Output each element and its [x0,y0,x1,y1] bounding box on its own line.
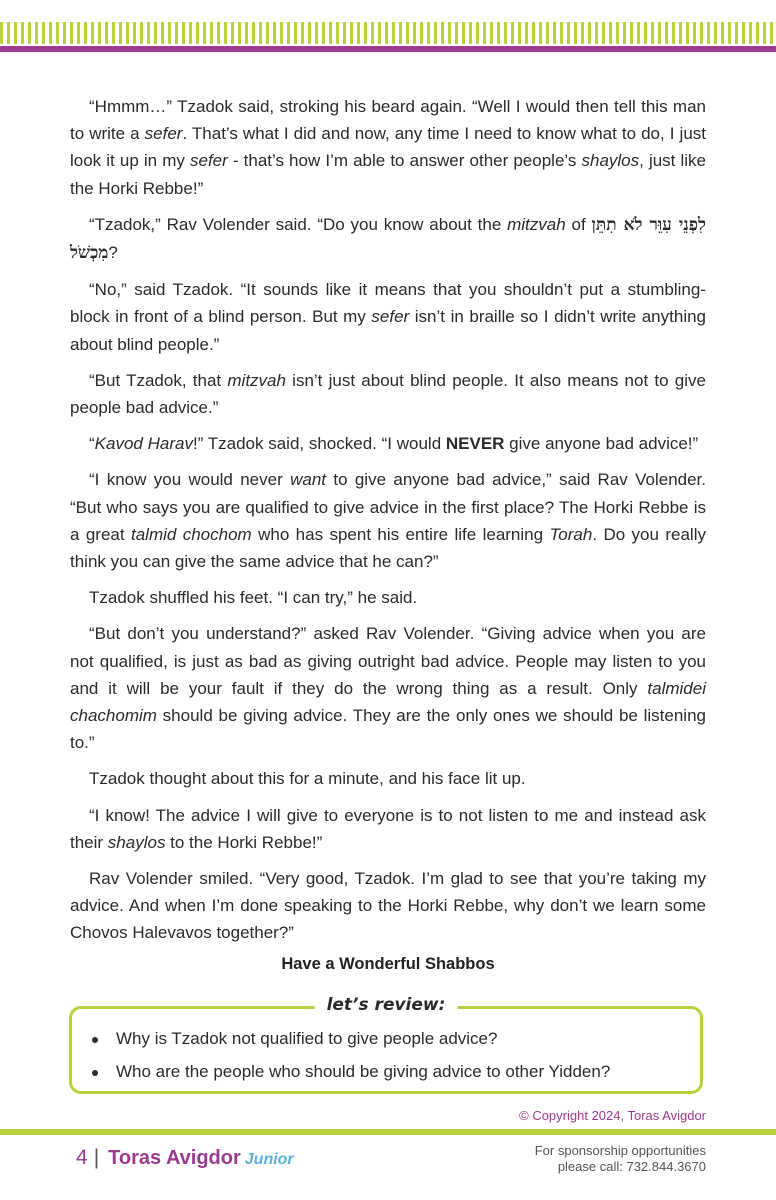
text-run: of [565,214,592,234]
top-decorative-ticks [0,22,776,44]
review-box [69,995,703,1094]
text-run: to give anyone bad advice,” said Rav Volender. “But who says you are qualified to give advice in the first place? The Horki Rebbe is a great [70,470,707,544]
text-run: “I know! The advice I will give to everyone is to not listen to me and instead ask their [70,805,706,852]
hebrew-verse: לִפְנֵי עִוֵּר לֹא תִתֵּן מִכְשֹׁל [70,214,707,264]
review-question: Why is Tzadok not qualified to give people advice? [86,1029,690,1049]
text-run: “I know you would never [89,470,291,490]
italic-term: talmid chochom [130,524,252,544]
italic-term: Torah [549,524,593,544]
text-run: “ [89,434,95,454]
page-number: 4 [76,1146,88,1169]
story-paragraph [70,765,706,792]
sponsorship-phone: please call: 732.844.3670 [557,1159,706,1174]
story-paragraph [70,430,706,457]
review-title: let’s review: [315,994,458,1016]
italic-term: talmidei chachomim [70,678,706,726]
italic-term: mitzvah [507,214,566,234]
text-run: to the Horki Rebbe!” [165,832,323,852]
text-run: Rav Volender smiled. “Very good, Tzadok. I’m glad to see that you’re taking my advice. And when I’m done speaking to the Horki Rebbe, why don’t we learn some Chovos Halevavos together?” [70,869,706,943]
text-run: isn’t just about blind people. It also means not to give people bad advice.” [70,370,706,418]
text-run: “But Tzadok, that [89,370,228,390]
text-run: - that’s how I’m able to answer other people’s [227,151,582,171]
bold-emphasis: NEVER [445,434,505,454]
brand-suffix: Junior [244,1151,294,1168]
copyright-notice: © Copyright 2024, Toras Avigdor [519,1108,706,1123]
italic-term: want [290,470,327,490]
story-paragraph [70,466,706,575]
italic-term: shaylos [581,151,640,171]
review-question: Who are the people who should be giving advice to other Yidden? [86,1062,690,1082]
story-paragraph [70,276,706,358]
italic-term: sefer [371,307,410,327]
text-run: should be giving advice. They are the only ones we should be listening to.” [70,706,706,753]
sponsorship-line: For sponsorship opportunities [534,1143,706,1158]
text-run: . That’s what I did and now, any time I need to know what to do, I just look it up in my [70,124,706,171]
brand-name: Toras Avigdor [108,1147,241,1169]
italic-term: mitzvah [227,370,286,390]
story-paragraph [70,93,706,202]
text-run: ? [108,243,118,263]
story-paragraph [70,211,706,267]
story-paragraph [70,865,706,947]
italic-term: sefer [144,124,183,144]
text-run: !” Tzadok said, shocked. “I would [192,434,446,454]
text-run: “Hmmm…” Tzadok said, stroking his beard again. “Well I would then tell this man to write a [70,97,706,144]
story-text [70,93,706,956]
text-run: “Tzadok,” Rav Volender said. “Do you know about the [89,214,508,234]
text-run: . Do you really think you can give the same advice that he can?” [70,524,706,572]
story-paragraph [70,620,706,756]
italic-term: shaylos [107,832,166,852]
text-run: isn’t in braille so I didn’t write anything about blind people.” [70,307,707,354]
text-run: Tzadok thought about this for a minute, and his face lit up. [89,769,526,789]
story-paragraph [70,367,706,421]
text-run: “No,” said Tzadok. “It sounds like it means that you shouldn’t put a stumbling-block in front of a blind person. But my [70,280,706,327]
story-paragraph [70,802,706,856]
text-run: give anyone bad advice!” [504,434,699,454]
text-run: Tzadok shuffled his feet. “I can try,” he said. [89,588,418,608]
closing-line: Have a Wonderful Shabbos [281,955,495,973]
review-question-list [86,1029,690,1095]
italic-term: sefer [189,151,228,171]
story-paragraph [70,584,706,611]
top-divider [0,46,776,52]
italic-term: Kavod Harav [94,434,193,454]
footer-brand-block [76,1146,294,1170]
page-separator: | [93,1146,100,1169]
sponsorship-info [535,1143,706,1175]
text-run: , just like the Horki Rebbe!” [70,151,707,198]
text-run: “But don’t you understand?” asked Rav Volender. “Giving advice when you are not qualified, is just as bad as giving outright bad advice. People may listen to you and it will be your fault if they do the wrong thing as a result. Only [70,624,706,698]
text-run: who has spent his entire life learning [251,524,550,544]
bottom-divider [0,1129,776,1135]
